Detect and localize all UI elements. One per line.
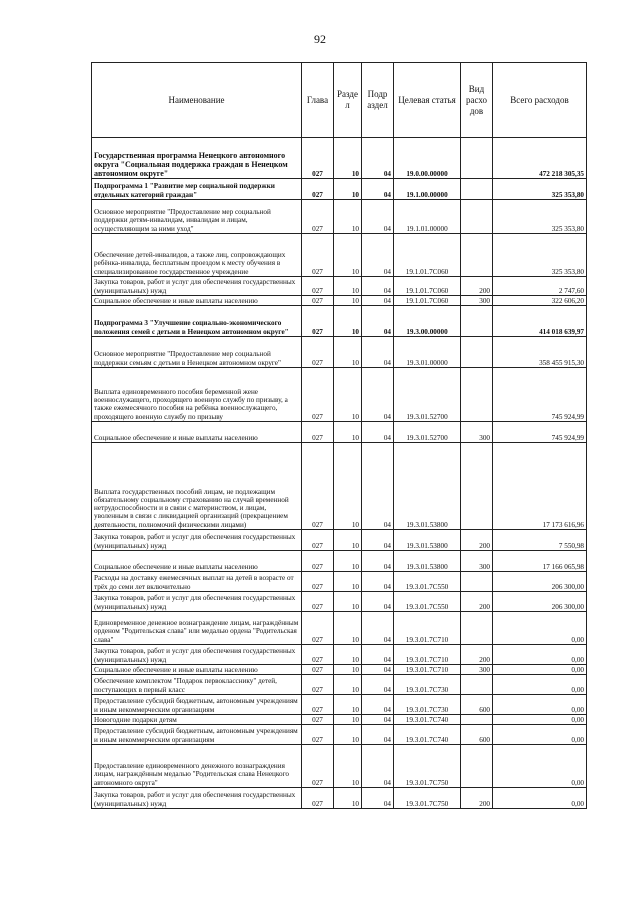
row-statya: 19.3.01.53800 [394, 530, 461, 551]
row-podrazdel: 04 [362, 715, 394, 725]
row-glava: 027 [302, 368, 334, 422]
row-vid [461, 337, 493, 368]
row-razdel: 10 [334, 715, 362, 725]
row-name: Обеспечение детей-инвалидов, а также лиц, сопровождающих ребёнка-инвалида, бесплатным проездом к месту обучения в специализированное государственное учреждение [92, 234, 302, 277]
row-total: 0,00 [493, 788, 587, 809]
row-vid [461, 368, 493, 422]
table-row [92, 530, 587, 551]
row-razdel: 10 [334, 200, 362, 234]
row-podrazdel: 04 [362, 675, 394, 695]
row-total: 745 924,99 [493, 422, 587, 443]
table-row [92, 572, 587, 592]
table-row [92, 422, 587, 443]
row-statya: 19.1.01.7С060 [394, 277, 461, 296]
row-total: 206 300,00 [493, 572, 587, 592]
row-vid [461, 138, 493, 179]
row-name: Подпрограмма 1 "Развитие мер социальной поддержки отдельных категорий граждан" [92, 179, 302, 200]
expenditure-table [91, 62, 587, 809]
row-name: Социальное обеспечение и иные выплаты населению [92, 665, 302, 675]
table-row [92, 296, 587, 306]
row-total: 325 353,80 [493, 200, 587, 234]
row-glava: 027 [302, 443, 334, 530]
row-total: 2 747,60 [493, 277, 587, 296]
table-row [92, 592, 587, 612]
row-statya: 19.1.01.7С060 [394, 296, 461, 306]
row-statya: 19.0.00.00000 [394, 138, 461, 179]
row-glava: 027 [302, 715, 334, 725]
row-total: 206 300,00 [493, 592, 587, 612]
row-vid: 200 [461, 645, 493, 665]
row-glava: 027 [302, 645, 334, 665]
row-statya: 19.3.01.53800 [394, 443, 461, 530]
row-vid [461, 612, 493, 645]
row-razdel: 10 [334, 179, 362, 200]
row-podrazdel: 04 [362, 788, 394, 809]
header-statya: Целевая статья [394, 63, 461, 138]
table-row [92, 551, 587, 572]
row-razdel: 10 [334, 368, 362, 422]
row-glava: 027 [302, 138, 334, 179]
table-row [92, 337, 587, 368]
row-total: 472 218 305,35 [493, 138, 587, 179]
table-row [92, 645, 587, 665]
row-vid: 200 [461, 530, 493, 551]
row-name: Подпрограмма 3 "Улучшение социально-экономического положения семей с детьми в Ненецком автономном округе" [92, 306, 302, 337]
row-razdel: 10 [334, 443, 362, 530]
row-podrazdel: 04 [362, 645, 394, 665]
row-statya: 19.3.01.00000 [394, 337, 461, 368]
row-podrazdel: 04 [362, 306, 394, 337]
table-row [92, 368, 587, 422]
row-statya: 19.3.01.53800 [394, 551, 461, 572]
row-glava: 027 [302, 551, 334, 572]
row-total: 17 173 616,96 [493, 443, 587, 530]
row-podrazdel: 04 [362, 745, 394, 788]
table-row [92, 715, 587, 725]
row-vid [461, 200, 493, 234]
table-row [92, 306, 587, 337]
row-podrazdel: 04 [362, 551, 394, 572]
row-glava: 027 [302, 745, 334, 788]
header-podrazdel: Подр аздел [362, 63, 394, 138]
row-name: Закупка товаров, работ и услуг для обеспечения государственных (муниципальных) нужд [92, 277, 302, 296]
row-statya: 19.3.01.52700 [394, 422, 461, 443]
row-podrazdel: 04 [362, 368, 394, 422]
row-glava: 027 [302, 572, 334, 592]
row-vid [461, 179, 493, 200]
row-vid: 600 [461, 725, 493, 745]
row-razdel: 10 [334, 745, 362, 788]
row-glava: 027 [302, 200, 334, 234]
row-razdel: 10 [334, 530, 362, 551]
row-name: Единовременное денежное вознаграждение лицам, награждённым орденом "Родительская слава" или медалью ордена "Родительская слава" [92, 612, 302, 645]
row-total: 0,00 [493, 645, 587, 665]
row-vid [461, 306, 493, 337]
row-podrazdel: 04 [362, 422, 394, 443]
row-name: Основное мероприятие "Предоставление мер социальной поддержки семьям с детьми в Ненецком автономном округе" [92, 337, 302, 368]
table-body [92, 138, 587, 809]
row-name: Новогодние подарки детям [92, 715, 302, 725]
row-podrazdel: 04 [362, 296, 394, 306]
row-vid [461, 745, 493, 788]
header-total: Всего расходов [493, 63, 587, 138]
row-total: 414 018 639,97 [493, 306, 587, 337]
row-glava: 027 [302, 725, 334, 745]
table-row [92, 675, 587, 695]
row-podrazdel: 04 [362, 612, 394, 645]
table-row [92, 443, 587, 530]
row-podrazdel: 04 [362, 695, 394, 715]
table-row [92, 695, 587, 715]
row-name: Государственная программа Ненецкого автономного округа "Социальная поддержка граждан в Ненецком автономном округе" [92, 138, 302, 179]
row-glava: 027 [302, 234, 334, 277]
row-name: Социальное обеспечение и иные выплаты населению [92, 422, 302, 443]
row-total: 0,00 [493, 745, 587, 788]
row-glava: 027 [302, 337, 334, 368]
row-glava: 027 [302, 306, 334, 337]
row-total: 745 924,99 [493, 368, 587, 422]
table-row [92, 138, 587, 179]
row-statya: 19.3.00.00000 [394, 306, 461, 337]
row-podrazdel: 04 [362, 234, 394, 277]
row-razdel: 10 [334, 665, 362, 675]
row-glava: 027 [302, 675, 334, 695]
row-glava: 027 [302, 612, 334, 645]
row-vid: 200 [461, 788, 493, 809]
row-vid: 600 [461, 695, 493, 715]
table-header-row [92, 63, 587, 138]
row-total: 325 353,80 [493, 179, 587, 200]
row-name: Основное мероприятие "Предоставление мер социальной поддержки детям-инвалидам, инвалидам и лицам, осуществляющим за ними уход" [92, 200, 302, 234]
row-total: 0,00 [493, 715, 587, 725]
row-statya: 19.3.01.7С550 [394, 572, 461, 592]
header-razdel: Разде л [334, 63, 362, 138]
row-total: 0,00 [493, 695, 587, 715]
row-name: Выплата единовременного пособия беременной жене военнослужащего, проходящего военную службу по призыву, а также ежемесячного пособия на ребёнка военнослужащего, проходящего военную службу по призыву [92, 368, 302, 422]
row-name: Предоставление единовременного денежного вознаграждения лицам, награждённым медалью "Родительская слава Ненецкого автономного округа" [92, 745, 302, 788]
row-statya: 19.3.01.7С750 [394, 788, 461, 809]
row-razdel: 10 [334, 645, 362, 665]
row-glava: 027 [302, 422, 334, 443]
row-vid: 200 [461, 592, 493, 612]
row-statya: 19.1.01.7С060 [394, 234, 461, 277]
row-statya: 19.3.01.7С710 [394, 645, 461, 665]
table-row [92, 277, 587, 296]
row-statya: 19.3.01.7С740 [394, 725, 461, 745]
row-vid: 200 [461, 277, 493, 296]
row-name: Социальное обеспечение и иные выплаты населению [92, 551, 302, 572]
row-razdel: 10 [334, 725, 362, 745]
table-row [92, 612, 587, 645]
table-row [92, 234, 587, 277]
row-total: 17 166 065,98 [493, 551, 587, 572]
row-statya: 19.1.01.00000 [394, 200, 461, 234]
row-vid: 300 [461, 665, 493, 675]
row-glava: 027 [302, 695, 334, 715]
row-glava: 027 [302, 179, 334, 200]
row-podrazdel: 04 [362, 443, 394, 530]
row-total: 0,00 [493, 675, 587, 695]
row-vid: 300 [461, 422, 493, 443]
header-name: Наименование [92, 63, 302, 138]
row-podrazdel: 04 [362, 138, 394, 179]
row-vid [461, 572, 493, 592]
row-podrazdel: 04 [362, 725, 394, 745]
row-razdel: 10 [334, 592, 362, 612]
row-name: Предоставление субсидий бюджетным, автономным учреждениям и иным некоммерческим организациям [92, 725, 302, 745]
row-vid: 300 [461, 551, 493, 572]
row-vid [461, 715, 493, 725]
row-name: Закупка товаров, работ и услуг для обеспечения государственных (муниципальных) нужд [92, 788, 302, 809]
row-total: 358 455 915,30 [493, 337, 587, 368]
row-statya: 19.1.00.00000 [394, 179, 461, 200]
row-name: Социальное обеспечение и иные выплаты населению [92, 296, 302, 306]
table-row [92, 200, 587, 234]
row-total: 0,00 [493, 665, 587, 675]
row-name: Предоставление субсидий бюджетным, автономным учреждениям и иным некоммерческим организациям [92, 695, 302, 715]
row-podrazdel: 04 [362, 665, 394, 675]
row-glava: 027 [302, 296, 334, 306]
row-glava: 027 [302, 277, 334, 296]
row-name: Закупка товаров, работ и услуг для обеспечения государственных (муниципальных) нужд [92, 530, 302, 551]
row-statya: 19.3.01.7С740 [394, 715, 461, 725]
row-total: 325 353,80 [493, 234, 587, 277]
header-vid: Вид расхо дов [461, 63, 493, 138]
table-row [92, 725, 587, 745]
row-vid [461, 675, 493, 695]
row-razdel: 10 [334, 612, 362, 645]
row-razdel: 10 [334, 695, 362, 715]
row-podrazdel: 04 [362, 592, 394, 612]
row-name: Закупка товаров, работ и услуг для обеспечения государственных (муниципальных) нужд [92, 645, 302, 665]
row-name: Выплата государственных пособий лицам, не подлежащим обязательному социальному страхованию на случай временной нетрудоспособности и в связи с материнством, и лицам, уволенным в связи с ликвидацией организаций (прекращением деятельности, полномочий физическими лицами) [92, 443, 302, 530]
row-glava: 027 [302, 788, 334, 809]
row-podrazdel: 04 [362, 337, 394, 368]
row-statya: 19.3.01.7С750 [394, 745, 461, 788]
row-total: 0,00 [493, 725, 587, 745]
row-razdel: 10 [334, 277, 362, 296]
row-name: Закупка товаров, работ и услуг для обеспечения государственных (муниципальных) нужд [92, 592, 302, 612]
row-vid [461, 443, 493, 530]
table-row [92, 788, 587, 809]
row-statya: 19.3.01.7С550 [394, 592, 461, 612]
row-glava: 027 [302, 530, 334, 551]
row-name: Обеспечение комплектом "Подарок первокласснику" детей, поступающих в первый класс [92, 675, 302, 695]
row-statya: 19.3.01.7С710 [394, 665, 461, 675]
row-podrazdel: 04 [362, 530, 394, 551]
row-razdel: 10 [334, 422, 362, 443]
row-statya: 19.3.01.52700 [394, 368, 461, 422]
row-statya: 19.3.01.7С730 [394, 675, 461, 695]
row-razdel: 10 [334, 296, 362, 306]
row-razdel: 10 [334, 572, 362, 592]
row-glava: 027 [302, 592, 334, 612]
row-podrazdel: 04 [362, 200, 394, 234]
row-vid [461, 234, 493, 277]
row-statya: 19.3.01.7С730 [394, 695, 461, 715]
row-name: Расходы на доставку ежемесячных выплат на детей в возрасте от трёх до семи лет включительно [92, 572, 302, 592]
page-number: 92 [314, 32, 326, 46]
row-razdel: 10 [334, 788, 362, 809]
row-razdel: 10 [334, 234, 362, 277]
row-statya: 19.3.01.7С710 [394, 612, 461, 645]
table-row [92, 665, 587, 675]
row-vid: 300 [461, 296, 493, 306]
row-razdel: 10 [334, 306, 362, 337]
row-podrazdel: 04 [362, 277, 394, 296]
row-total: 0,00 [493, 612, 587, 645]
row-razdel: 10 [334, 138, 362, 179]
row-glava: 027 [302, 665, 334, 675]
row-razdel: 10 [334, 675, 362, 695]
table-row [92, 745, 587, 788]
row-podrazdel: 04 [362, 179, 394, 200]
header-glava: Глава [302, 63, 334, 138]
row-podrazdel: 04 [362, 572, 394, 592]
row-total: 7 550,98 [493, 530, 587, 551]
row-total: 322 606,20 [493, 296, 587, 306]
row-razdel: 10 [334, 551, 362, 572]
row-razdel: 10 [334, 337, 362, 368]
table-row [92, 179, 587, 200]
